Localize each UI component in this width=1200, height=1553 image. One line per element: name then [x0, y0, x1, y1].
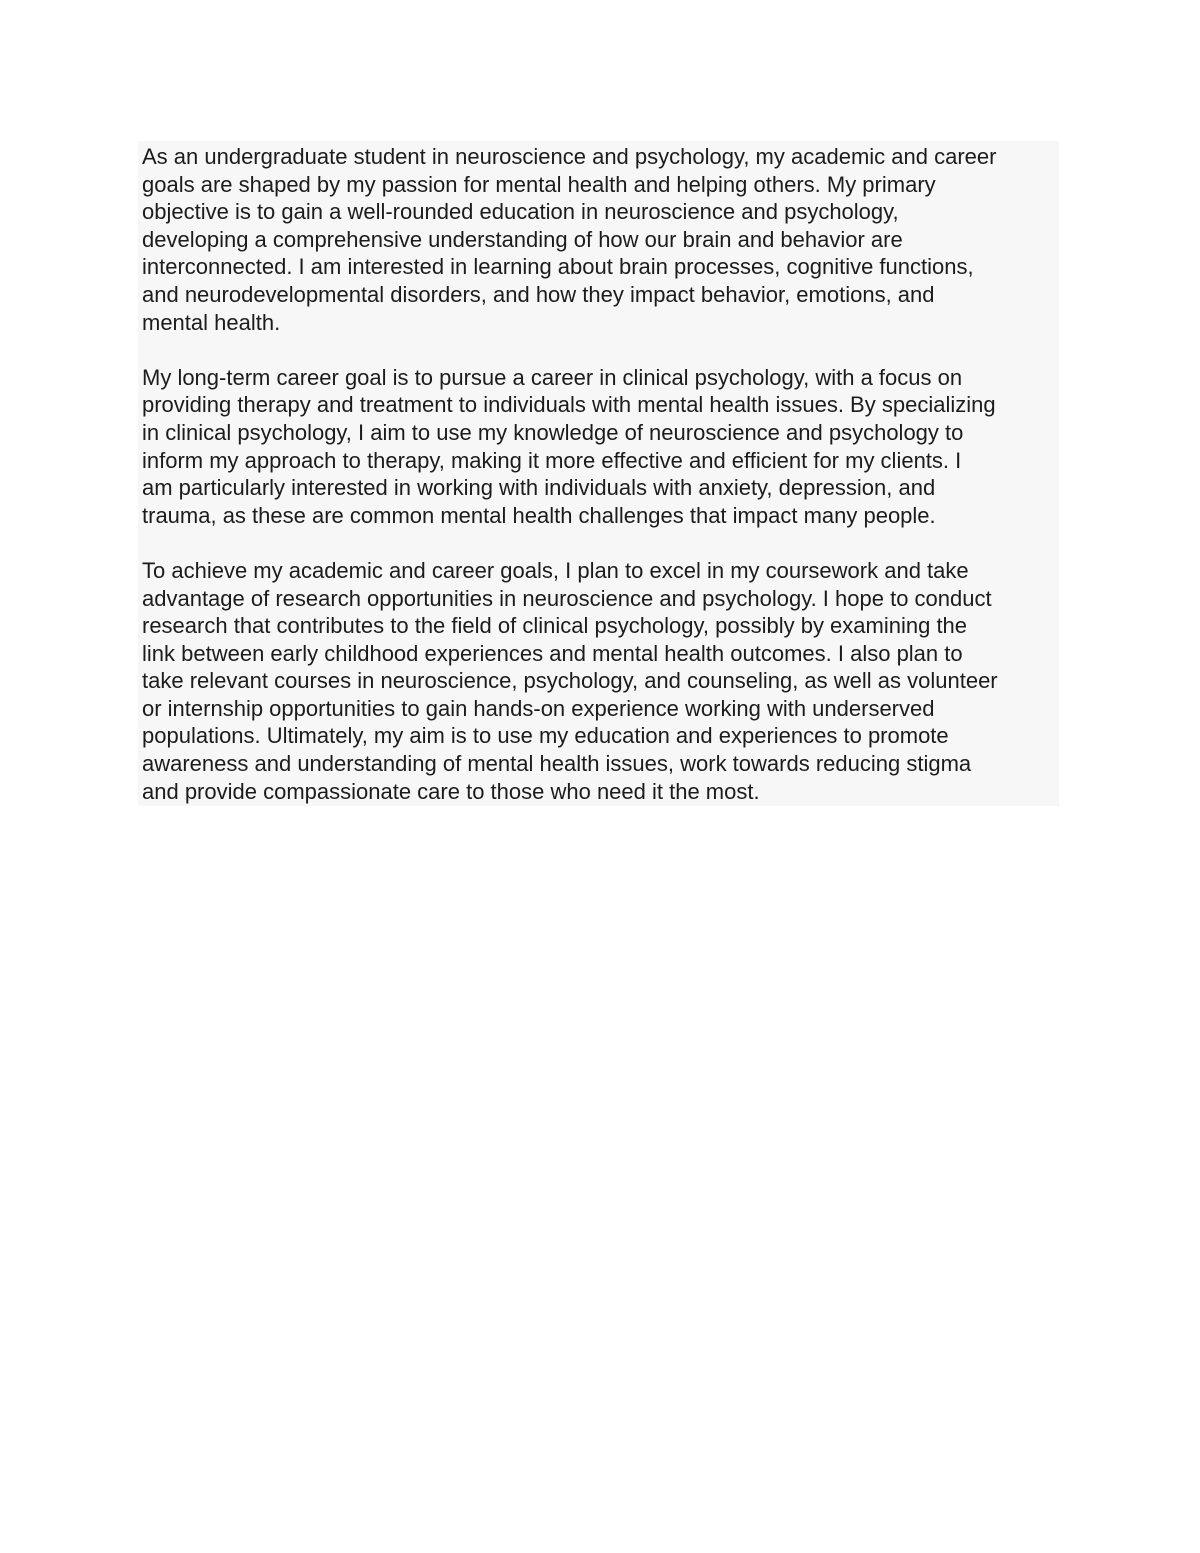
text-line: populations. Ultimately, my aim is to use my education and experiences to promote	[142, 723, 949, 749]
text-line: interconnected. I am interested in learning about brain processes, cognitive functions,	[142, 254, 974, 280]
text-line: and provide compassionate care to those who need it the most.	[142, 778, 760, 804]
text-line: or internship opportunities to gain hands-on experience working with underserved	[142, 695, 935, 721]
text-line: developing a comprehensive understanding of how our brain and behavior are	[142, 226, 903, 252]
text-line: and neurodevelopmental disorders, and how they impact behavior, emotions, and	[142, 281, 935, 307]
text-line: am particularly interested in working with individuals with anxiety, depression, and	[142, 475, 936, 501]
text-line: advantage of research opportunities in neuroscience and psychology. I hope to conduct	[142, 585, 992, 611]
text-line: objective is to gain a well-rounded education in neuroscience and psychology,	[142, 199, 899, 225]
text-line: link between early childhood experiences and mental health outcomes. I also plan to	[142, 640, 963, 666]
text-line: trauma, as these are common mental health challenges that impact many people.	[142, 502, 936, 528]
text-line: take relevant courses in neuroscience, psychology, and counseling, as well as volunteer	[142, 668, 998, 694]
text-line: in clinical psychology, I aim to use my knowledge of neuroscience and psychology to	[142, 419, 964, 445]
text-line: providing therapy and treatment to individuals with mental health issues. By specializing	[142, 392, 996, 418]
text-line: As an undergraduate student in neuroscience and psychology, my academic and career	[142, 144, 997, 169]
text-line: mental health.	[142, 309, 281, 335]
text-line: research that contributes to the field of clinical psychology, possibly by examining the	[142, 613, 968, 639]
text-line: goals are shaped by my passion for mental health and helping others. My primary	[142, 171, 936, 197]
text-line: inform my approach to therapy, making it more effective and efficient for my clients. I	[142, 447, 962, 473]
paragraph-2	[142, 364, 1055, 530]
text-block	[138, 141, 1059, 806]
paragraph-3	[142, 557, 1055, 805]
text-line: To achieve my academic and career goals, I plan to excel in my coursework and take	[142, 557, 969, 583]
paragraph-1	[142, 143, 1055, 336]
text-line: My long-term career goal is to pursue a career in clinical psychology, with a focus on	[142, 364, 963, 390]
text-line: awareness and understanding of mental health issues, work towards reducing stigma	[142, 751, 972, 777]
